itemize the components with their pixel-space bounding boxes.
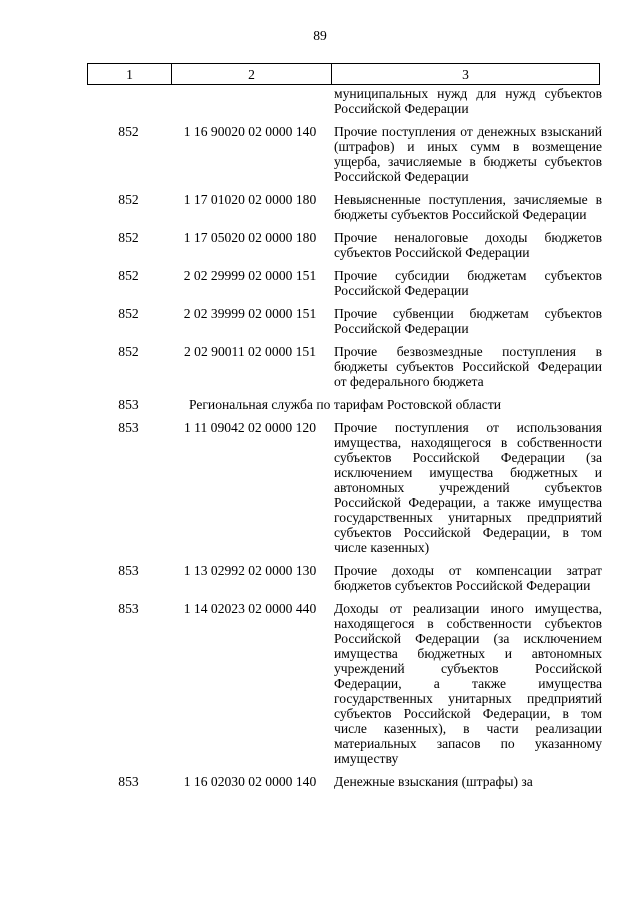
row-description: Невыясненные поступления, зачисляемые в бюджеты субъектов Российской Федерации	[334, 192, 602, 222]
row-income-code: 1 16 90020 02 0000 140	[183, 124, 317, 139]
row-income-code: 1 13 02992 02 0000 130	[183, 563, 317, 578]
table-row	[87, 191, 600, 222]
row-admin-code: 852	[118, 230, 139, 245]
row-admin-code: 852	[118, 192, 139, 207]
row-admin-code: 852	[118, 124, 139, 139]
row-description: Доходы от реализации иного имущества, находящегося в собственности субъектов Российской Федерации (за исключением имущества бюджетных и автономных учреждений субъектов Российской Федерации, а также имущества государственных унитарных предприятий субъектов Российской Федерации, в том числе казенных), в части реализации материальных запасов по указанному имуществу	[334, 601, 602, 766]
row-admin-code: 852	[118, 344, 139, 359]
table-row	[87, 773, 600, 789]
table-section-row	[87, 396, 600, 412]
row-description: Прочие поступления от денежных взысканий (штрафов) и иных сумм в возмещение ущерба, зачисляемые в бюджеты субъектов Российской Федерации	[334, 124, 602, 184]
table-row	[87, 123, 600, 184]
row-income-code: 1 17 01020 02 0000 180	[183, 192, 317, 207]
row-description: Прочие безвозмездные поступления в бюджеты субъектов Российской Федерации от федерального бюджета	[334, 344, 602, 389]
row-description: Прочие поступления от использования имущества, находящегося в собственности субъектов Российской Федерации (за исключением имущества бюджетных и автономных учреждений субъектов Российской Федерации, а также имущества государственных унитарных предприятий субъектов Российской Федерации, в том числе казенных)	[334, 420, 602, 555]
row-income-code: 2 02 39999 02 0000 151	[183, 306, 317, 321]
row-admin-code: 853	[118, 563, 139, 578]
section-admin-code: 853	[118, 397, 139, 412]
column-header-2: 2	[171, 64, 331, 84]
table-row	[87, 562, 600, 593]
row-income-code: 1 17 05020 02 0000 180	[183, 230, 317, 245]
row-description: Прочие субсидии бюджетам субъектов Российской Федерации	[334, 268, 602, 298]
table-header	[87, 63, 600, 85]
column-header-3: 3	[331, 64, 599, 84]
row-admin-code: 852	[118, 268, 139, 283]
table-row	[87, 419, 600, 555]
row-income-code: 1 14 02023 02 0000 440	[183, 601, 317, 616]
section-title: Региональная служба по тарифам Ростовской области	[188, 397, 502, 412]
row-description: Прочие неналоговые доходы бюджетов субъектов Российской Федерации	[334, 230, 602, 260]
row-description: муниципальных нужд для нужд субъектов Российской Федерации	[334, 86, 602, 116]
row-admin-code: 852	[118, 306, 139, 321]
row-admin-code: 853	[118, 774, 139, 789]
table-row	[87, 305, 600, 336]
row-income-code: 1 11 09042 02 0000 120	[183, 420, 317, 435]
row-income-code: 2 02 29999 02 0000 151	[183, 268, 317, 283]
row-description: Денежные взыскания (штрафы) за	[334, 774, 533, 789]
row-description: Прочие доходы от компенсации затрат бюджетов субъектов Российской Федерации	[334, 563, 602, 593]
page-number: 89	[313, 28, 327, 43]
table-row	[87, 600, 600, 766]
table-row-continuation	[87, 85, 600, 116]
table-row	[87, 229, 600, 260]
table-body	[87, 85, 600, 796]
row-description: Прочие субвенции бюджетам субъектов Российской Федерации	[334, 306, 602, 336]
row-admin-code: 853	[118, 601, 139, 616]
row-income-code: 2 02 90011 02 0000 151	[183, 344, 317, 359]
row-income-code: 1 16 02030 02 0000 140	[183, 774, 317, 789]
column-header-1: 1	[126, 66, 133, 82]
row-admin-code: 853	[118, 420, 139, 435]
table-row	[87, 343, 600, 389]
table-row	[87, 267, 600, 298]
